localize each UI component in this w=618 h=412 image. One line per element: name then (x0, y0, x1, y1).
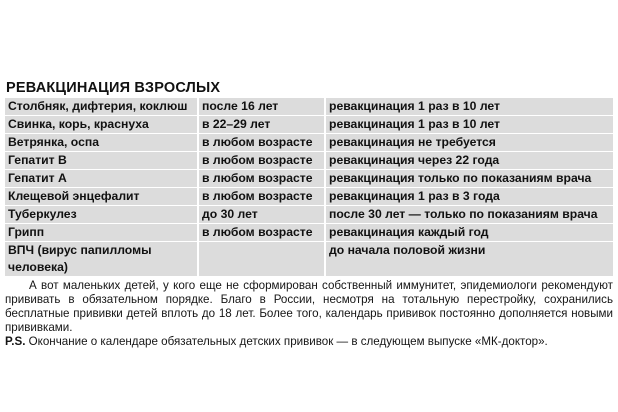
article-body (5, 279, 613, 349)
table-row (5, 170, 613, 188)
age-cell: в любом возрасте (198, 170, 325, 188)
age-cell: в 22–29 лет (198, 116, 325, 134)
schedule-cell: ревакцинация 1 раз в 10 лет (325, 98, 613, 116)
postscript-text: Окончание о календаре обязательных детских прививок — в следующем выпуске «МК-доктор». (25, 335, 548, 348)
age-cell: в любом возрасте (198, 134, 325, 152)
age-cell: в любом возрасте (198, 188, 325, 206)
disease-cell: Гепатит А (5, 170, 198, 188)
disease-cell: Клещевой энцефалит (5, 188, 198, 206)
age-cell: после 16 лет (198, 98, 325, 116)
table-row (5, 134, 613, 152)
schedule-cell: ревакцинация только по показаниям врача (325, 170, 613, 188)
disease-cell: Гепатит В (5, 152, 198, 170)
table-row (5, 152, 613, 170)
postscript (5, 335, 613, 349)
table-row (5, 98, 613, 116)
disease-cell: Туберкулез (5, 206, 198, 224)
age-cell (198, 242, 325, 277)
schedule-cell: ревакцинация не требуется (325, 134, 613, 152)
disease-cell: ВПЧ (вирус папилломы человека) (5, 242, 198, 277)
postscript-label: P.S. (5, 335, 26, 348)
table-row (5, 206, 613, 224)
schedule-cell: после 30 лет — только по показаниям врача (325, 206, 613, 224)
table-row (5, 188, 613, 206)
age-cell: в любом возрасте (198, 224, 325, 242)
disease-cell: Ветрянка, оспа (5, 134, 198, 152)
table-row (5, 242, 613, 277)
disease-cell: Грипп (5, 224, 198, 242)
schedule-cell: ревакцинация через 22 года (325, 152, 613, 170)
disease-cell: Столбняк, дифтерия, коклюш (5, 98, 198, 116)
disease-cell: Свинка, корь, краснуха (5, 116, 198, 134)
table-row (5, 116, 613, 134)
revaccination-table (5, 97, 613, 276)
table-title: РЕВАКЦИНАЦИЯ ВЗРОСЛЫХ (6, 80, 221, 96)
age-cell: до 30 лет (198, 206, 325, 224)
schedule-cell: ревакцинация 1 раз в 3 года (325, 188, 613, 206)
schedule-cell: ревакцинация 1 раз в 10 лет (325, 116, 613, 134)
schedule-cell: ревакцинация каждый год (325, 224, 613, 242)
article-paragraph: А вот маленьких детей, у кого еще не сформирован собственный иммунитет, эпидемиологи рекомендуют прививать в обязательном порядке. Благо в России, несмотря на тотальную перестройку, сохранились бесплатные прививки детей вплоть до 18 лет. Более того, календарь прививок постоянно дополняется новыми прививками. (5, 279, 613, 334)
article (5, 80, 613, 349)
table-row (5, 224, 613, 242)
age-cell: в любом возрасте (198, 152, 325, 170)
schedule-cell: до начала половой жизни (325, 242, 613, 277)
